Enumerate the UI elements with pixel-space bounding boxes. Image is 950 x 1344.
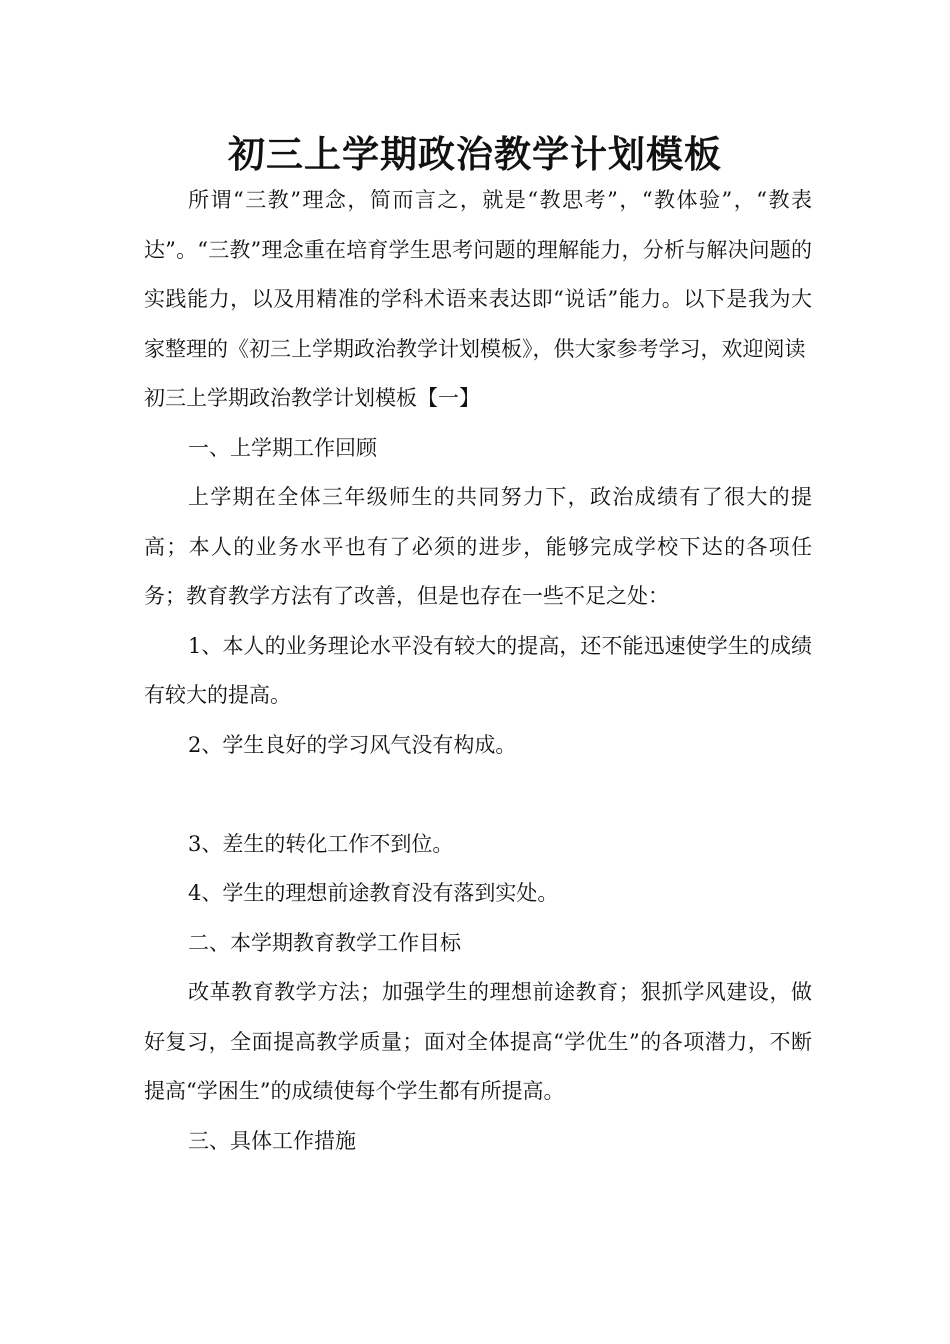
part2-heading: 二、本学期教育教学工作目标 [188,930,461,955]
part3-heading: 三、具体工作措施 [188,1128,356,1153]
section-heading: 初三上学期政治教学计划模板【一】 [144,386,480,410]
part1-heading: 一、上学期工作回顾 [188,435,377,460]
intro-paragraph: 所谓“三教”理念，简而言之，就是“教思考”，“教体验”，“教表达”。“三教”理念重在培育学生思考问题的理解能力，分析与解决问题的实践能力，以及用精准的学科术语来表达即“说话”能力。以下是我为大家整理的《初三上学期政治教学计划模板》，供大家参考学习，欢迎阅读 [144,188,812,361]
part2-paragraph: 改革教育教学方法；加强学生的理想前途教育；狠抓学风建设，做好复习，全面提高教学质量；面对全体提高“学优生”的各项潜力，不断提高“学困生”的成绩使每个学生都有所提高。 [144,980,812,1103]
issue-item-1: 1、本人的业务理论水平没有较大的提高，还不能迅速使学生的成绩有较大的提高。 [144,633,812,707]
part1-paragraph: 上学期在全体三年级师生的共同努力下，政治成绩有了很大的提高；本人的业务水平也有了必须的进步，能够完成学校下达的各项任务；教育教学方法有了改善，但是也存在一些不足之处： [144,485,812,608]
issue-item-3: 3、差生的转化工作不到位。 [188,831,454,856]
document-body [144,176,812,1166]
blank-line [144,770,812,820]
document-title: 初三上学期政治教学计划模板 [228,132,722,176]
issue-item-4: 4、学生的理想前途教育没有落到实处。 [188,881,559,905]
issue-item-2: 2、学生良好的学习风气没有构成。 [188,732,517,757]
